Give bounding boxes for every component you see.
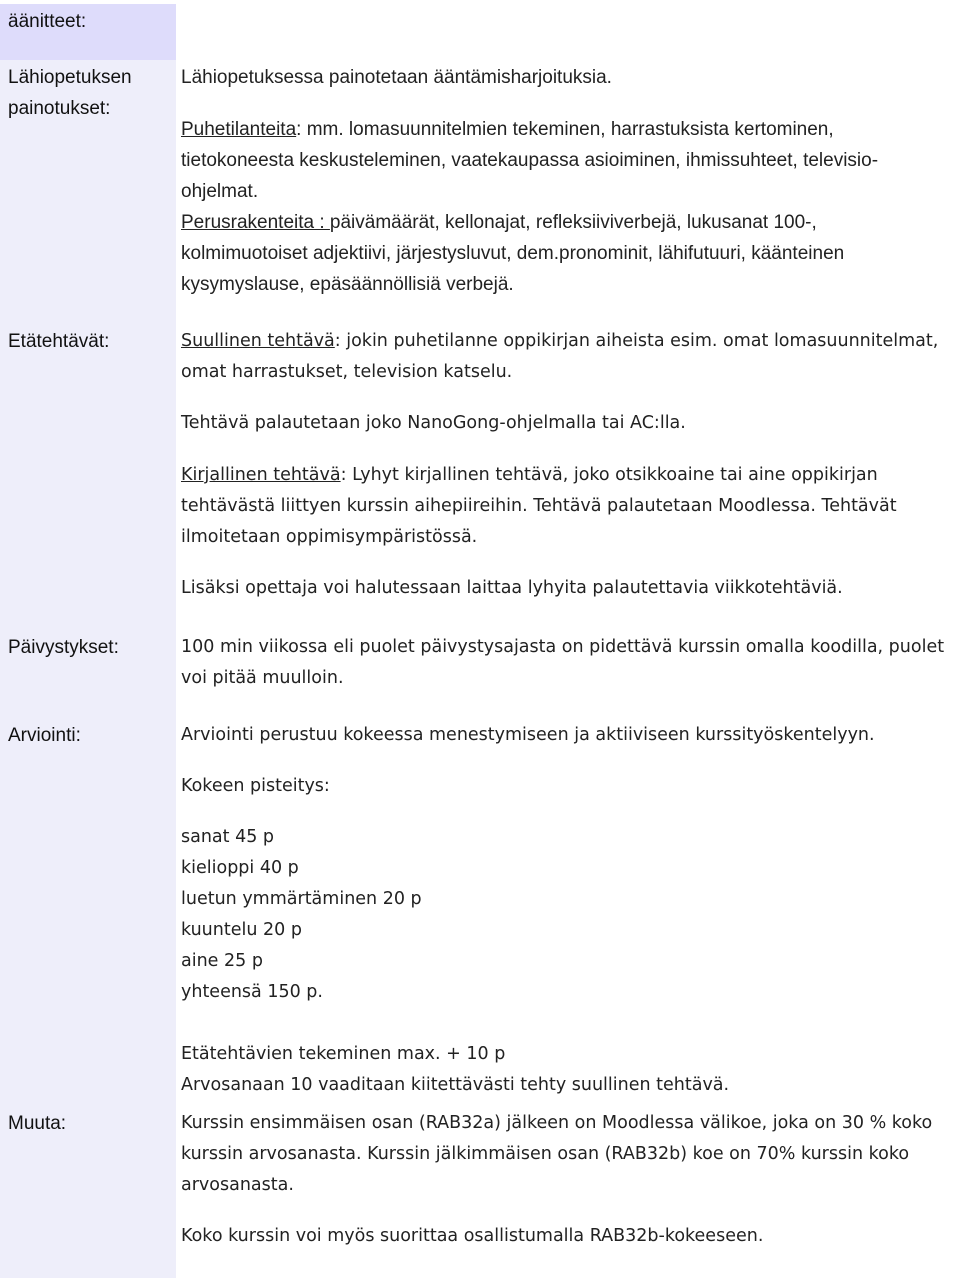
label-paivystykset: Päivystykset: — [8, 637, 119, 658]
label-cell — [0, 60, 176, 1278]
score-total: yhteensä 150 p. — [181, 982, 323, 1002]
kirjallinen-line-3: ilmoitetaan oppimisympäristössä. — [181, 527, 478, 547]
perusrakenteita-text-1: päivämäärät, kellonajat, refleksiiviverbejä, lukusanat 100-, — [329, 212, 817, 233]
label-lahiopetus-line2: painotukset: — [8, 98, 111, 119]
lahiopetus-intro: Lähiopetuksessa painotetaan ääntämisharjoituksia. — [181, 67, 612, 88]
label-aanitteet: äänitteet: — [8, 11, 87, 32]
label-arviointi: Arviointi: — [8, 725, 81, 746]
kirjallinen-text-1: : Lyhyt kirjallinen tehtävä, joko otsikkoaine tai aine oppikirjan — [340, 465, 878, 485]
perusrakenteita-label: Perusrakenteita : — [181, 212, 330, 233]
puhetilanteita-label: Puhetilanteita — [181, 119, 297, 140]
puhetilanteita-line-1 — [181, 114, 834, 145]
label-muuta: Muuta: — [8, 1113, 67, 1134]
score-item: kielioppi 40 p — [181, 858, 299, 878]
label-column — [0, 0, 176, 1278]
muuta-line-3: arvosanasta. — [181, 1175, 294, 1195]
suullinen-line-2: omat harrastukset, television katselu. — [181, 362, 513, 382]
palautus-text: Tehtävä palautetaan joko NanoGong-ohjelmalla tai AC:lla. — [181, 413, 686, 433]
kirjallinen-line-1 — [181, 460, 878, 491]
score-item: sanat 45 p — [181, 827, 275, 847]
koko-kurssi-text: Koko kurssin voi myös suorittaa osallistumalla RAB32b-kokeeseen. — [181, 1226, 764, 1246]
label-lahiopetus-line1: Lähiopetuksen — [8, 67, 132, 88]
puhetilanteita-line-2: tietokoneesta keskusteleminen, vaatekaupassa asioiminen, ihmissuhteet, televisio- — [181, 150, 879, 171]
perusrakenteita-line-2: kolmimuotoiset adjektiivi, järjestysluvut, dem.pronominit, lähifutuuri, käänteinen — [181, 243, 845, 264]
label-etatehtavat: Etätehtävät: — [8, 331, 110, 352]
perusrakenteita-line-3: kysymyslause, epäsäännöllisiä verbejä. — [181, 274, 514, 295]
kirjallinen-label: Kirjallinen tehtävä — [181, 465, 341, 485]
etatehtavat-bonus: Etätehtävien tekeminen max. + 10 p — [181, 1044, 506, 1064]
score-item: luetun ymmärtäminen 20 p — [181, 889, 422, 909]
muuta-line-2: kurssin arvosanasta. Kurssin jälkimmäisen osan (RAB32b) koe on 70% kurssin koko — [181, 1144, 910, 1164]
suullinen-line-1 — [181, 326, 938, 357]
paivystykset-line-1: 100 min viikossa eli puolet päivystysajasta on pidettävä kurssin omalla koodilla, puolet — [181, 637, 945, 657]
lisaksi-text: Lisäksi opettaja voi halutessaan laittaa lyhyita palautettavia viikkotehtäviä. — [181, 578, 843, 598]
paivystykset-line-2: voi pitää muulloin. — [181, 668, 344, 688]
score-item: aine 25 p — [181, 951, 263, 971]
kirjallinen-line-2: tehtävästä liittyen kurssin aihepiireihin. Tehtävä palautetaan Moodlessa. Tehtävät — [181, 496, 897, 516]
muuta-line-1: Kurssin ensimmäisen osan (RAB32a) jälkeen on Moodlessa välikoe, joka on 30 % koko — [181, 1113, 933, 1133]
puhetilanteita-text-1: : mm. lomasuunnitelmien tekeminen, harrastuksista kertominen, — [296, 119, 834, 140]
suullinen-label: Suullinen tehtävä — [181, 331, 335, 351]
arvosana-10-text: Arvosanaan 10 vaaditaan kiitettävästi tehty suullinen tehtävä. — [181, 1075, 730, 1095]
pisteytys-title: Kokeen pisteitys: — [181, 776, 330, 796]
arviointi-intro: Arviointi perustuu kokeessa menestymiseen ja aktiiviseen kurssityöskentelyyn. — [181, 725, 875, 745]
puhetilanteita-line-3: ohjelmat. — [181, 181, 259, 202]
suullinen-text-1: : jokin puhetilanne oppikirjan aiheista esim. omat lomasuunnitelmat, — [334, 331, 939, 351]
score-item: kuuntelu 20 p — [181, 920, 302, 940]
perusrakenteita-line-1 — [181, 207, 817, 238]
